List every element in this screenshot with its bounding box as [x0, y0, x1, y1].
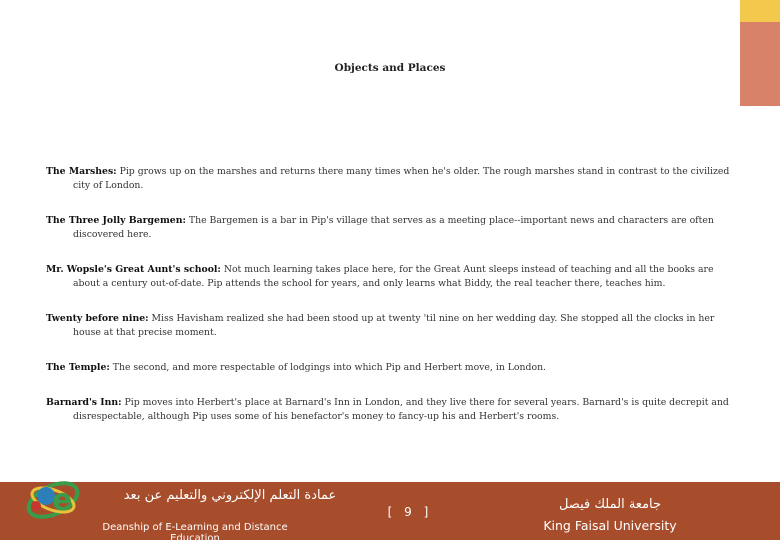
e-learning-logo-icon: [22, 466, 84, 528]
page-number: [ 9 ]: [387, 505, 433, 519]
entry-text: Pip moves into Herbert's place at Barnard's Inn in London, and they live there for several years. Barnard's is quite decrepit and disrespectable, although Pip uses some of his benefactor's money to fancy-up his and Herbert's rooms.: [73, 397, 729, 422]
entry-term: The Three Jolly Bargemen:: [46, 215, 186, 226]
entry-barnards-inn: [46, 396, 736, 424]
entries-list: [46, 165, 736, 445]
entry-term: Twenty before nine:: [46, 313, 149, 324]
entry-text: Not much learning takes place here, for the Great Aunt sleeps instead of teaching and all the books are about a century out-of-date. Pip attends the school for years, and only learns what Biddy, the real teacher there, teaches him.: [73, 264, 714, 289]
entry-term: The Temple:: [46, 362, 110, 373]
slide-title: Objects and Places: [334, 62, 446, 74]
entry-wopsle-school: [46, 263, 736, 291]
entry-text: Miss Havisham realized she had been stood up at twenty 'til nine on her wedding day. She stopped all the clocks in her house at that precise moment.: [73, 313, 715, 338]
deanship-english-name: Deanship of E-Learning and Distance Education: [102, 522, 288, 544]
university-english-name: King Faisal University: [543, 518, 677, 533]
accent-bar-yellow: [740, 0, 780, 22]
entry-twenty-before-nine: [46, 312, 736, 340]
svg-text:e: e: [52, 483, 73, 518]
university-arabic-name: جامعة الملك فيصل: [558, 497, 662, 512]
entry-term: Mr. Wopsle's Great Aunt's school:: [46, 264, 221, 275]
entry-text: The second, and more respectable of lodgings into which Pip and Herbert move, in London.: [109, 362, 547, 373]
entry-text: Pip grows up on the marshes and returns there many times when he's older. The rough marshes stand in contrast to the civilized city of London.: [73, 166, 730, 191]
entry-text: The Bargemen is a bar in Pip's village that serves as a meeting place--important news and characters are often discovered here.: [73, 215, 714, 240]
entry-term: The Marshes:: [46, 166, 117, 177]
entry-three-jolly-bargemen: [46, 214, 736, 242]
entry-term: Barnard's Inn:: [46, 397, 122, 408]
entry-marshes: [46, 165, 736, 193]
entry-temple: [46, 361, 736, 375]
deanship-arabic-name: عمادة التعلم الإلكتروني والتعليم عن بعد: [123, 488, 337, 503]
